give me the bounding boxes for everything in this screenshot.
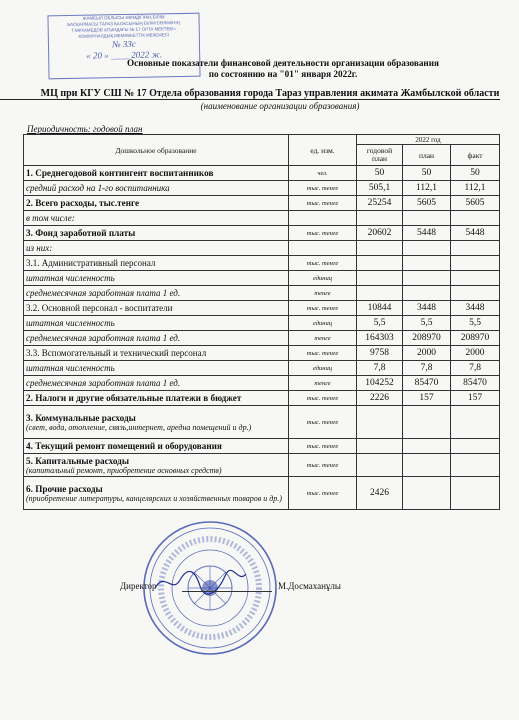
row-fact: 5605 <box>451 196 500 211</box>
row-unit: тыс. тенге <box>289 406 357 439</box>
row-name <box>24 406 289 439</box>
row-name: 3.3. Вспомогательный и технический персонал <box>24 346 289 361</box>
row-unit: единиц <box>289 271 357 286</box>
table-row <box>24 406 500 439</box>
stamp-number: 33с <box>122 38 136 50</box>
row-unit: тыс. тенге <box>289 226 357 241</box>
row-annual: 50 <box>357 166 403 181</box>
row-plan <box>403 241 451 256</box>
row-annual: 104252 <box>357 376 403 391</box>
stamp-line: Т.МҰХАМЕДОВ АТЫНДАҒЫ № 17 ОРТА МЕКТЕБІ» <box>71 26 176 33</box>
row-fact: 3448 <box>451 301 500 316</box>
report-date-line: по состоянию на "01" января 2022г. <box>208 69 358 79</box>
signature-line <box>182 591 272 592</box>
row-plan <box>403 271 451 286</box>
row-subtitle: (свет, вода, отопление, связь,интернет, аредна помещений и др.) <box>26 422 252 432</box>
row-unit <box>289 241 357 256</box>
report-title-text: Основные показатели финансовой деятельности организации образования <box>127 58 439 68</box>
row-name: 3.1. Административный персонал <box>24 256 289 271</box>
row-plan: 5605 <box>403 196 451 211</box>
row-fact: 85470 <box>451 376 500 391</box>
row-name: 3.2. Основной персонал - воспитатели <box>24 301 289 316</box>
row-name: штатная численность <box>24 361 289 376</box>
row-name: 1. Среднегодовой контингент воспитанников <box>24 166 289 181</box>
row-unit <box>289 211 357 226</box>
stamp-date-year: 2022 ж. <box>131 49 163 60</box>
row-subtitle: (приобретение литературы, канцелярских и хозяйственных товаров и др.) <box>26 493 282 503</box>
row-unit: чел. <box>289 166 357 181</box>
row-unit: тыс. тенге <box>289 439 357 454</box>
header-unit: ед. изм. <box>289 135 357 166</box>
row-plan <box>403 477 451 510</box>
row-annual <box>357 439 403 454</box>
row-plan <box>403 256 451 271</box>
stamp-number-prefix: № <box>112 39 121 50</box>
periodicity-label: Периодичность: годовой план <box>27 124 143 134</box>
row-name: в том числе: <box>24 211 289 226</box>
row-name <box>24 454 289 477</box>
row-annual: 25254 <box>357 196 403 211</box>
stamp-date-line: « 20 » ____ 2022 ж. <box>86 49 163 61</box>
row-annual: 7,8 <box>357 361 403 376</box>
row-plan <box>403 406 451 439</box>
header-plan: план <box>403 145 451 166</box>
director-label: Директор <box>120 581 157 591</box>
row-unit: тенге <box>289 286 357 301</box>
row-plan: 112,1 <box>403 181 451 196</box>
row-fact: 157 <box>451 391 500 406</box>
stamp-date-day: 20 <box>92 50 103 61</box>
row-plan: 50 <box>403 166 451 181</box>
table-row <box>24 211 500 226</box>
table-row <box>24 181 500 196</box>
row-fact <box>451 454 500 477</box>
stamp-line: ЖАМБЫЛ ОБЛЫСЫ ӘКІМДІГІНІҢ БІЛІМ <box>82 14 165 21</box>
row-annual: 2226 <box>357 391 403 406</box>
row-fact: 5448 <box>451 226 500 241</box>
row-fact <box>451 439 500 454</box>
row-plan <box>403 454 451 477</box>
row-annual <box>357 271 403 286</box>
table-row <box>24 166 500 181</box>
row-annual <box>357 211 403 226</box>
row-unit: тыс. тенге <box>289 454 357 477</box>
table-row <box>24 439 500 454</box>
table-row <box>24 346 500 361</box>
row-unit: тыс. тенге <box>289 181 357 196</box>
row-name: штатная численность <box>24 271 289 286</box>
row-annual: 5,5 <box>357 316 403 331</box>
row-annual: 20602 <box>357 226 403 241</box>
row-name <box>24 439 289 454</box>
row-fact: 208970 <box>451 331 500 346</box>
row-plan: 7,8 <box>403 361 451 376</box>
table-row <box>24 301 500 316</box>
row-annual: 505,1 <box>357 181 403 196</box>
stamp-line: БАСҚАРМАСЫ ТАРАЗ ҚАЛАСЫНЫҢ БІЛІМ БӨЛІМІНІҢ <box>67 20 180 27</box>
table-row <box>24 286 500 301</box>
table-row <box>24 226 500 241</box>
financial-table <box>23 134 500 510</box>
row-name: среднемесячная заработная плата 1 ед. <box>24 376 289 391</box>
stamp-line: КОММУНАЛДЫҚ МЕМЛЕКЕТТІК МЕКЕМЕСІ <box>78 32 170 39</box>
row-fact <box>451 406 500 439</box>
table-row <box>24 331 500 346</box>
row-fact: 7,8 <box>451 361 500 376</box>
table-row <box>24 477 500 510</box>
row-annual <box>357 256 403 271</box>
row-plan: 3448 <box>403 301 451 316</box>
row-name: среднемесячная заработная плата 1 ед. <box>24 331 289 346</box>
row-unit: тыс. тенге <box>289 196 357 211</box>
table-row <box>24 361 500 376</box>
row-unit: тыс. тенге <box>289 301 357 316</box>
row-annual: 164303 <box>357 331 403 346</box>
row-plan <box>403 211 451 226</box>
director-name: М.Досмаханұлы <box>278 581 341 591</box>
row-fact <box>451 211 500 226</box>
organization-name: МЦ при КГУ СШ № 17 Отдела образования города Тараз управления акимата Жамбылской области <box>40 88 500 99</box>
row-unit: тыс. тенге <box>289 391 357 406</box>
table-row <box>24 454 500 477</box>
header-fact: факт <box>451 145 500 166</box>
row-name: среднемесячная заработная плата 1 ед. <box>24 286 289 301</box>
row-name: 3. Фонд заработной платы <box>24 226 289 241</box>
row-fact <box>451 256 500 271</box>
row-name: 2. Всего расходы, тыс.тенге <box>24 196 289 211</box>
row-fact: 5,5 <box>451 316 500 331</box>
row-fact <box>451 271 500 286</box>
row-annual: 2426 <box>357 477 403 510</box>
row-fact: 50 <box>451 166 500 181</box>
row-plan: 5,5 <box>403 316 451 331</box>
row-name: 2. Налоги и другие обязательные платежи в бюджет <box>24 391 289 406</box>
row-fact <box>451 241 500 256</box>
row-plan: 208970 <box>403 331 451 346</box>
row-fact: 2000 <box>451 346 500 361</box>
row-plan: 2000 <box>403 346 451 361</box>
header-name: Дошкольное образование <box>24 135 289 166</box>
organization-caption: (наименование организации образования) <box>150 101 410 111</box>
row-annual <box>357 454 403 477</box>
row-unit: единиц <box>289 361 357 376</box>
header-annual: годовой план <box>357 145 403 166</box>
table-row <box>24 196 500 211</box>
row-name <box>24 477 289 510</box>
row-fact <box>451 477 500 510</box>
row-fact: 112,1 <box>451 181 500 196</box>
row-annual <box>357 286 403 301</box>
row-annual: 9758 <box>357 346 403 361</box>
row-unit: тенге <box>289 376 357 391</box>
header-year: 2022 год <box>357 135 500 145</box>
row-annual: 10844 <box>357 301 403 316</box>
report-title <box>118 58 448 80</box>
row-unit: единиц <box>289 316 357 331</box>
row-annual <box>357 406 403 439</box>
row-plan <box>403 439 451 454</box>
row-plan <box>403 286 451 301</box>
row-name: из них: <box>24 241 289 256</box>
row-annual <box>357 241 403 256</box>
row-fact <box>451 286 500 301</box>
row-plan: 5448 <box>403 226 451 241</box>
table-row <box>24 256 500 271</box>
row-title: 4. Текущий ремонт помещений и оборудования <box>26 441 222 451</box>
row-subtitle: (капитальный ремонт, приобретение основных средств) <box>26 465 222 475</box>
row-plan: 157 <box>403 391 451 406</box>
table-row <box>24 241 500 256</box>
table-row <box>24 376 500 391</box>
row-title: 3. Коммунальные расходы <box>26 412 136 423</box>
row-unit: тыс. тенге <box>289 346 357 361</box>
table-row <box>24 391 500 406</box>
table-row <box>24 271 500 286</box>
row-plan: 85470 <box>403 376 451 391</box>
row-name: средний расход на 1-го воспитанника <box>24 181 289 196</box>
row-title: 5. Капитальные расходы <box>26 455 129 466</box>
row-unit: тыс. тенге <box>289 256 357 271</box>
row-name: штатная численность <box>24 316 289 331</box>
row-unit: тыс. тенге <box>289 477 357 510</box>
row-title: 6. Прочие расходы <box>26 483 103 494</box>
row-unit: тенге <box>289 331 357 346</box>
table-row <box>24 316 500 331</box>
